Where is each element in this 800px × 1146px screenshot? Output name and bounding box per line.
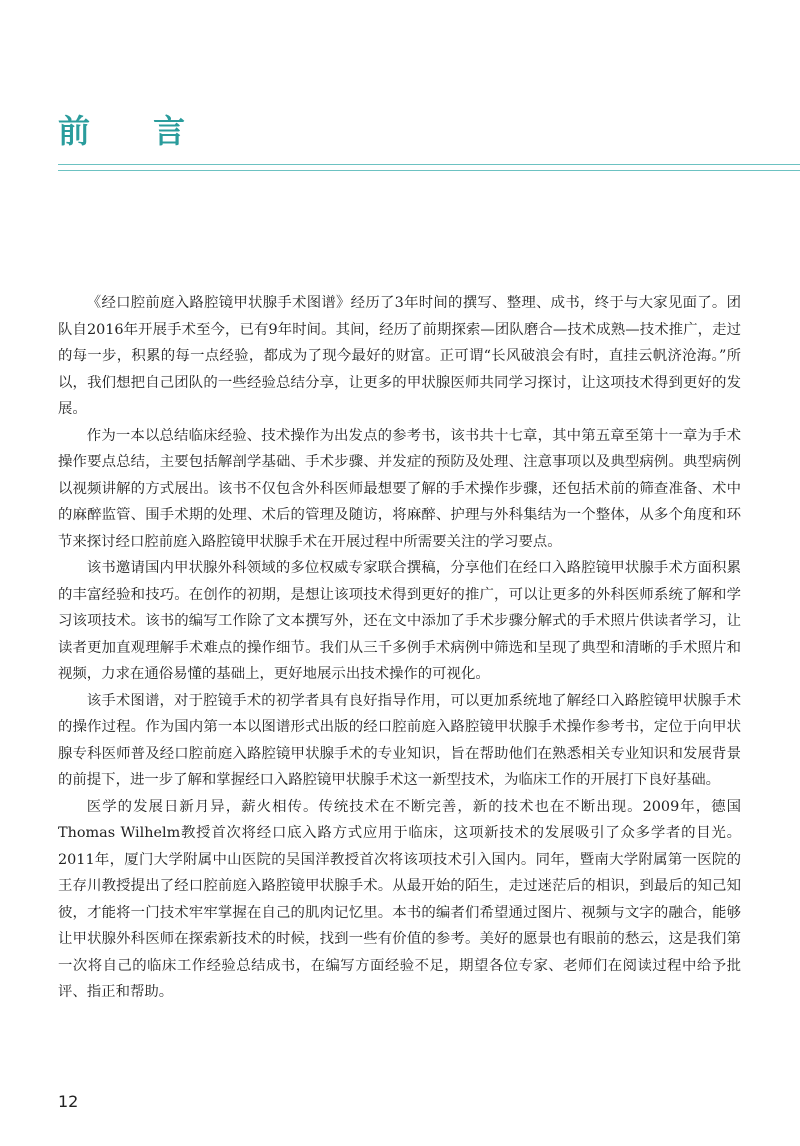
paragraph: 该手术图谱，对于腔镜手术的初学者具有良好指导作用，可以更加系统地了解经口入路腔镜甲状腺手术的操作过程。作为国内第一本以图谱形式出版的经口腔前庭入路腔镜甲状腺手术操作参考书，定位于向甲状腺专科医师普及经口腔前庭入路腔镜甲状腺手术的专业知识，旨在帮助他们在熟悉相关专业知识和发展背景的前提下，进一步了解和掌握经口入路腔镜甲状腺手术这一新型技术，为临床工作的开展打下良好基础。 xyxy=(58,692,741,788)
title-divider-top xyxy=(58,164,800,165)
paragraph: 《经口腔前庭入路腔镜甲状腺手术图谱》经历了3年时间的撰写、整理、成书，终于与大家见面了。团队自2016年开展手术至今，已有9年时间。其间，经历了前期探索—团队磨合—技术成熟—技术推广，走过的每一步，积累的每一点经验，都成为了现今最好的财富。正可谓“长风破浪会有时，直挂云帆济沧海。”所以，我们想把自己团队的一些经验总结分享，让更多的甲状腺医师共同学习探讨，让这项技术得到更好的发展。 xyxy=(58,295,741,417)
paragraph: 作为一本以总结临床经验、技术操作为出发点的参考书，该书共十七章，其中第五章至第十一章为手术操作要点总结，主要包括解剖学基础、手术步骤、并发症的预防及处理、注意事项以及典型病例。典型病例以视频讲解的方式展出。该书不仅包含外科医师最想要了解的手术操作步骤，还包括术前的筛查准备、术中的麻醉监管、围手术期的处理、术后的管理及随访，将麻醉、护理与外科集结为一个整体，从多个角度和环节来探讨经口腔前庭入路腔镜甲状腺手术在开展过程中所需要关注的学习要点。 xyxy=(58,427,741,550)
title-divider-bottom xyxy=(58,170,800,171)
page-number: 12 xyxy=(58,1092,79,1111)
preface-body xyxy=(58,290,741,1006)
paragraph: 医学的发展日新月异，薪火相传。传统技术在不断完善，新的技术也在不断出现。2009年，德国Thomas Wilhelm教授首次将经口底入路方式应用于临床，这项新技术的发展吸引了众多学者的目光。2011年，厦门大学附属中山医院的吴国洋教授首次将该项技术引入国内。同年，暨南大学附属第一医院的王存川教授提出了经口腔前庭入路腔镜甲状腺手术。从最开始的陌生，走过迷茫后的相识，到最后的知己知彼，才能将一门技术牢牢掌握在自己的肌肉记忆里。本书的编者们希望通过图片、视频与文字的融合，能够让甲状腺外科医师在探索新技术的时候，找到一些有价值的参考。美好的愿景也有眼前的愁云，这是我们第一次将自己的临床工作经验总结成书，在编写方面经验不足，期望各位专家、老师们在阅读过程中给予批评、指正和帮助。 xyxy=(58,798,741,1000)
paragraph: 该书邀请国内甲状腺外科领域的多位权威专家联合撰稿，分享他们在经口入路腔镜甲状腺手术方面积累的丰富经验和技巧。在创作的初期，是想让该项技术得到更好的推广，可以让更多的外科医师系统了解和学习该项技术。该书的编写工作除了文本撰写外，还在文中添加了手术步骤分解式的手术照片供读者学习，让读者更加直观理解手术难点的操作细节。我们从三千多例手术病例中筛选和呈现了典型和清晰的手术照片和视频，力求在通俗易懂的基础上，更好地展示出技术操作的可视化。 xyxy=(58,560,741,682)
page-title: 前 言 xyxy=(58,112,212,150)
